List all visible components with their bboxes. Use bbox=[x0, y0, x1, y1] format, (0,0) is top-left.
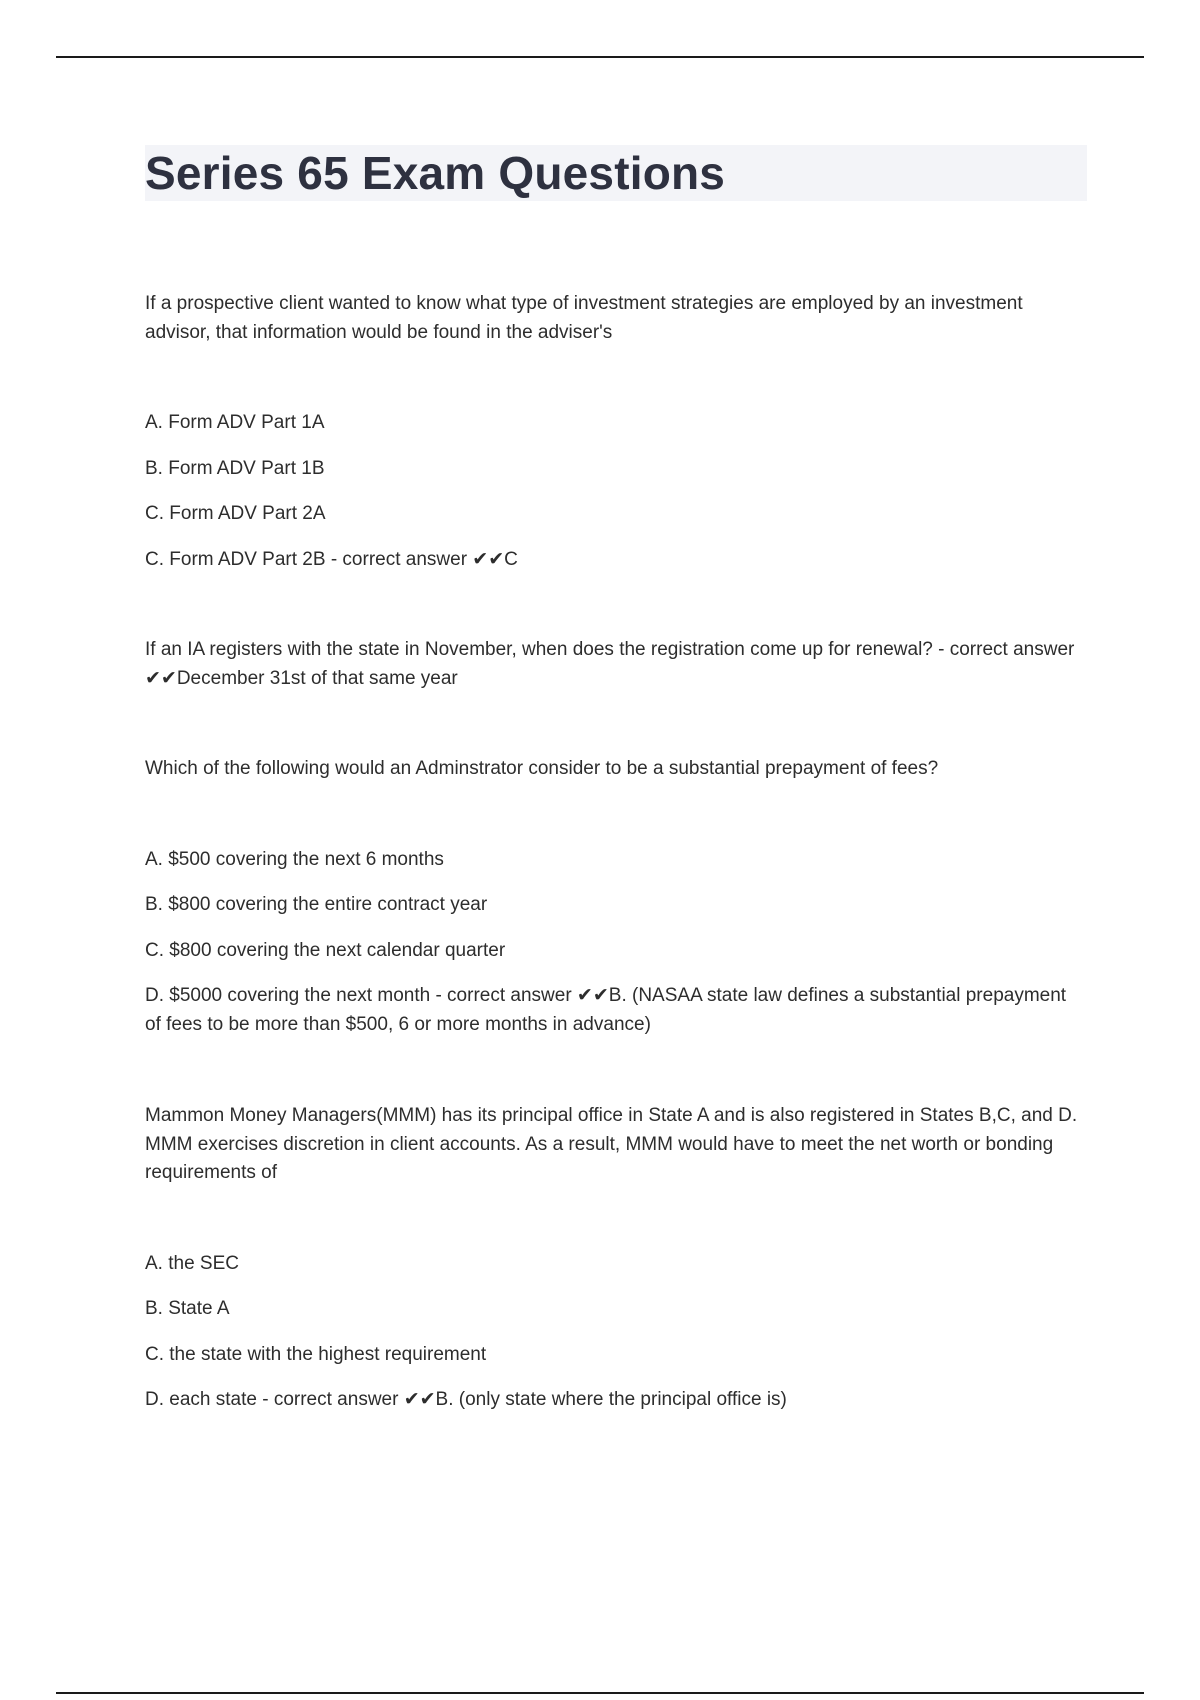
answer-option: D. $5000 covering the next month - correct answer ✔✔B. (NASAA state law defines a substantial prepayment of fees to be more than $500, 6 or more months in advance) bbox=[145, 985, 1067, 1035]
question-text: If an IA registers with the state in November, when does the registration come up for renewal? - correct answer ✔✔December 31st of that same year bbox=[145, 639, 1075, 689]
answer-options bbox=[145, 1250, 1085, 1415]
answer-option: C. Form ADV Part 2A bbox=[145, 503, 326, 524]
question-block bbox=[145, 755, 1085, 1039]
answer-option: A. the SEC bbox=[145, 1252, 239, 1274]
page-title: Series 65 Exam Questions bbox=[145, 147, 726, 199]
bottom-rule bbox=[56, 1692, 1144, 1694]
question-block bbox=[145, 1102, 1085, 1415]
question-text: Mammon Money Managers(MMM) has its principal office in State A and is also registered in States B,C, and D. MMM exercises discretion in client accounts. As a result, MMM would have to meet the net worth or bonding requirements of bbox=[145, 1105, 1078, 1183]
question-block bbox=[145, 636, 1085, 693]
question-block bbox=[145, 290, 1085, 574]
answer-option: B. State A bbox=[145, 1298, 230, 1319]
answer-option: A. $500 covering the next 6 months bbox=[145, 848, 444, 870]
answer-options bbox=[145, 846, 1085, 1040]
question-text: If a prospective client wanted to know what type of investment strategies are employed by an investment advisor, that information would be found in the adviser's bbox=[145, 293, 1023, 343]
answer-option: C. Form ADV Part 2B - correct answer ✔✔C bbox=[145, 548, 518, 570]
document-body bbox=[145, 290, 1085, 1415]
answer-option: B. Form ADV Part 1B bbox=[145, 457, 325, 479]
question-text: Which of the following would an Adminstrator consider to be a substantial prepayment of fees? bbox=[145, 758, 939, 779]
answer-option: B. $800 covering the entire contract year bbox=[145, 894, 488, 915]
answer-option: D. each state - correct answer ✔✔B. (only state where the principal office is) bbox=[145, 1389, 787, 1410]
answer-option: C. the state with the highest requirement bbox=[145, 1343, 487, 1365]
answer-option: A. Form ADV Part 1A bbox=[145, 412, 325, 433]
top-rule bbox=[56, 56, 1144, 58]
answer-option: C. $800 covering the next calendar quarter bbox=[145, 939, 506, 961]
answer-options bbox=[145, 409, 1085, 574]
